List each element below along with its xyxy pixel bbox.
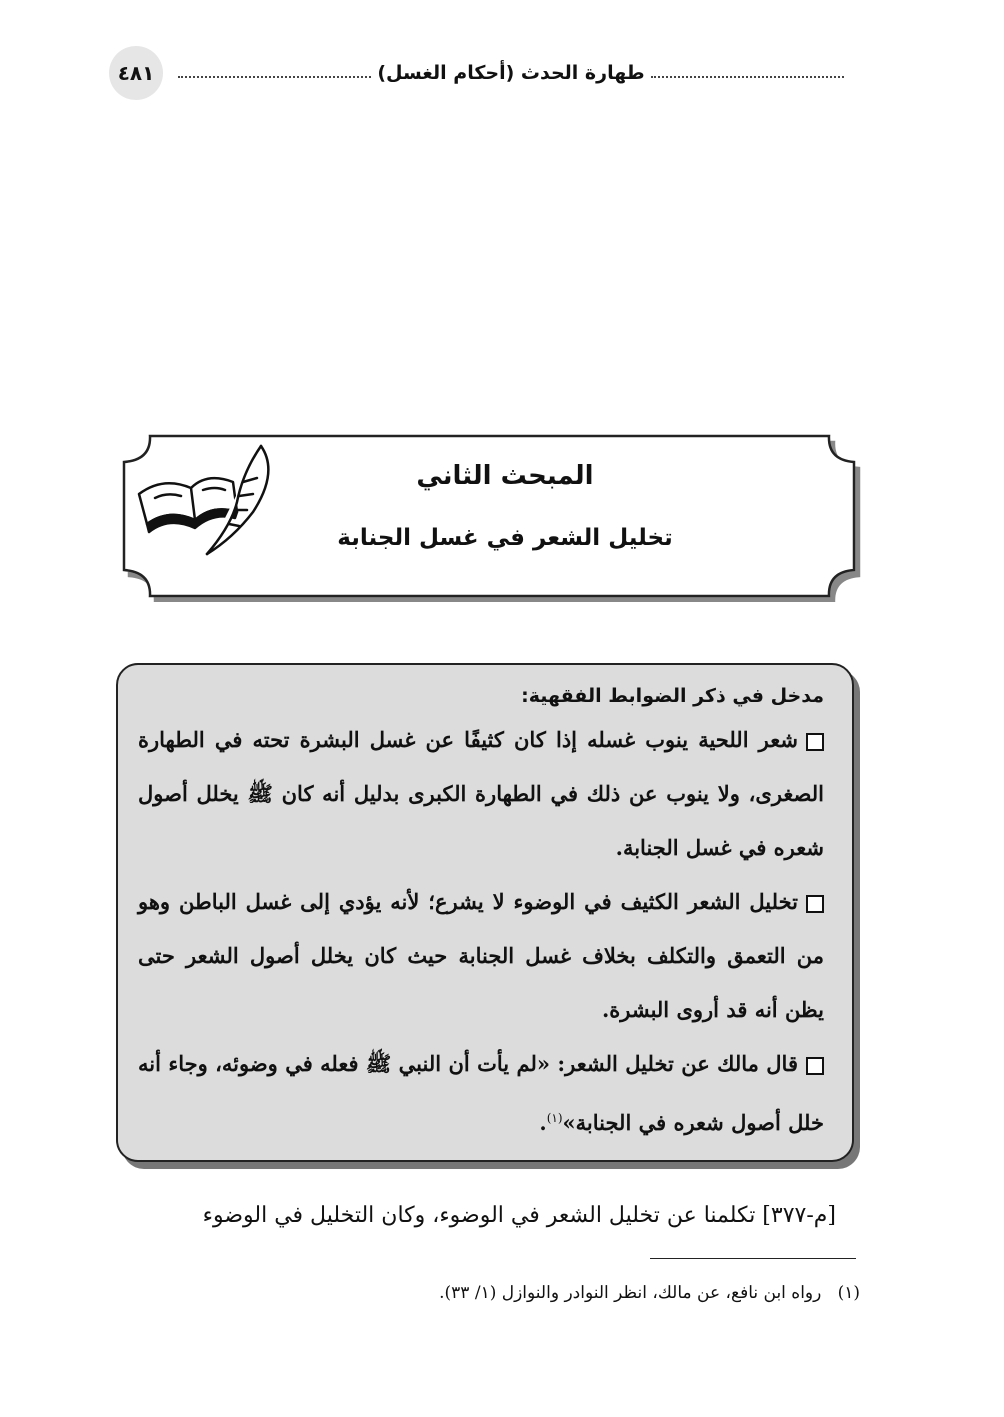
footnote-text: رواه ابن نافع، عن مالك، انظر النوادر والنوازل (١/ ٣٣).: [439, 1283, 822, 1303]
rules-heading: مدخل في ذكر الضوابط الفقهية:: [521, 685, 824, 707]
leader-dots-right: [651, 76, 844, 78]
footnote-number: (١): [837, 1283, 860, 1303]
rule-text: شعر اللحية ينوب غسله إذا كان كثيفًا عن غسل البشرة تحته في الطهارة الصغرى، ولا ينوب عن ذلك في الطهارة الكبرى بدليل أنه كان ﷺ يخلل أصول شعره في غسل الجنابة.: [138, 727, 824, 860]
body-paragraph: [م-٣٧٧] تكلمنا عن تخليل الشعر في الوضوء، وكان التخليل في الوضوء: [202, 1203, 836, 1228]
rule-item: [138, 875, 824, 1037]
rule-text: قال مالك عن تخليل الشعر: «لم يأت أن النبي ﷺ فعله في وضوئه، وجاء أنه خلل أصول شعره في الجنابة»: [138, 1051, 824, 1135]
footnote: [300, 1278, 860, 1308]
section-title: المبحث الثاني: [416, 461, 594, 491]
section-subtitle: تخليل الشعر في غسل الجنابة: [337, 525, 673, 551]
running-title: طهارة الحدث (أحكام الغسل): [377, 62, 645, 84]
footnote-marker: (١): [546, 1111, 563, 1125]
section-heading: [300, 456, 710, 556]
checkbox-square-icon: [806, 1057, 824, 1075]
fiqh-rules-box: [116, 663, 854, 1162]
page-number: ٤٨١: [109, 46, 163, 100]
rule-end-period: .: [539, 1110, 547, 1135]
footnote-separator: [650, 1258, 856, 1259]
checkbox-square-icon: [806, 895, 824, 913]
book-and-quill-icon: [133, 442, 283, 560]
running-header: [178, 58, 844, 88]
rule-text: تخليل الشعر الكثيف في الوضوء لا يشرع؛ لأنه يؤدي إلى غسل الباطن وهو من التعمق والتكلف بخلاف غسل الجنابة حيث كان يخلل أصول الشعر حتى يظن أنه قد أروى البشرة.: [138, 889, 824, 1022]
checkbox-square-icon: [806, 733, 824, 751]
rule-item: [138, 713, 824, 875]
leader-dots-left: [178, 76, 371, 78]
rule-item: [138, 1037, 824, 1150]
